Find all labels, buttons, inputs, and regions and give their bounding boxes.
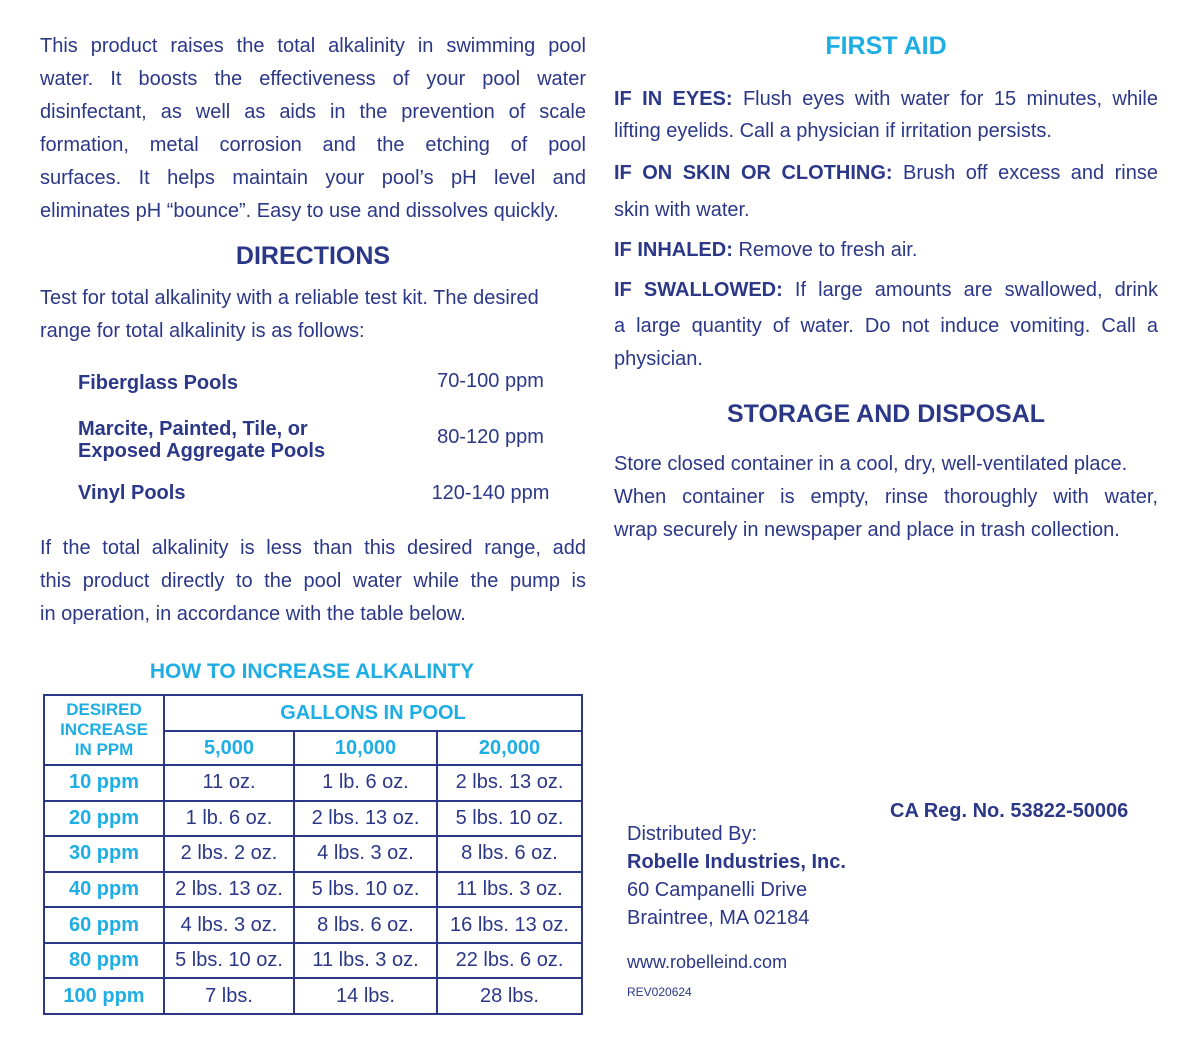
group-header: GALLONS IN POOL <box>164 695 582 731</box>
table-cell: 8 lbs. 6 oz. <box>437 836 582 872</box>
storage-line: wrap securely in newspaper and place in trash collection. <box>614 519 1120 541</box>
intro-paragraph <box>40 30 586 228</box>
row-header-line: INCREASE <box>60 720 148 739</box>
range-name: Fiberglass Pools <box>78 372 239 394</box>
range-value: 70-100 ppm <box>437 370 544 392</box>
ppm-cell: 80 ppm <box>44 943 164 979</box>
storage-line: Store closed container in a cool, dry, well-ventilated place. <box>614 453 1128 475</box>
directions-line: in operation, in accordance with the table below. <box>40 603 466 625</box>
first-aid-text: If large amounts are swallowed, drink <box>782 279 1158 301</box>
column-header: 20,000 <box>437 731 582 765</box>
table-row <box>44 943 582 979</box>
alkalinity-table <box>43 694 583 1015</box>
first-aid-text: lifting eyelids. Call a physician if irritation persists. <box>614 120 1052 142</box>
table-row <box>44 765 582 801</box>
distributor-website[interactable]: www.robelleind.com <box>627 952 788 972</box>
distributor-name: Robelle Industries, Inc. <box>627 851 846 873</box>
first-aid-label: IF ON SKIN OR CLOTHING: <box>614 162 893 184</box>
ppm-cell: 10 ppm <box>44 765 164 801</box>
table-cell: 11 oz. <box>164 765 294 801</box>
table-row <box>44 872 582 908</box>
first-aid-text: Remove to fresh air. <box>732 239 918 261</box>
table-cell: 16 lbs. 13 oz. <box>437 907 582 943</box>
table-title: HOW TO INCREASE ALKALINTY <box>149 660 475 683</box>
table-cell: 4 lbs. 3 oz. <box>294 836 437 872</box>
table-row <box>44 907 582 943</box>
table-cell: 2 lbs. 13 oz. <box>437 765 582 801</box>
table-cell: 2 lbs. 13 oz. <box>294 801 437 837</box>
intro-line: disinfectant, as well as aids in the prevention of scale <box>40 101 586 123</box>
ppm-cell: 100 ppm <box>44 978 164 1014</box>
distributor-block <box>627 820 846 1000</box>
row-header-line: DESIRED <box>66 700 142 719</box>
first-aid-text: physician. <box>614 348 703 370</box>
first-aid-heading: FIRST AID <box>825 32 947 60</box>
storage-heading: STORAGE AND DISPOSAL <box>726 400 1046 428</box>
table-cell: 4 lbs. 3 oz. <box>164 907 294 943</box>
range-value: 80-120 ppm <box>437 426 544 448</box>
table-cell: 14 lbs. <box>294 978 437 1014</box>
range-name-line1: Marcite, Painted, Tile, or <box>78 418 308 440</box>
directions-after-text <box>40 532 586 631</box>
revision-code: REV020624 <box>627 985 692 999</box>
table-cell: 1 lb. 6 oz. <box>164 801 294 837</box>
column-header: 10,000 <box>294 731 437 765</box>
table-cell: 2 lbs. 13 oz. <box>164 872 294 908</box>
directions-line: this product directly to the pool water while the pump is <box>40 570 586 592</box>
intro-line: water. It boosts the effectiveness of your pool water <box>40 68 586 90</box>
distributor-address: 60 Campanelli Drive <box>627 879 808 901</box>
first-aid-skin <box>614 156 1158 228</box>
first-aid-label: IF IN EYES: <box>614 88 733 110</box>
table-cell: 5 lbs. 10 oz. <box>437 801 582 837</box>
first-aid-inhaled <box>614 233 1158 268</box>
registration-number: CA Reg. No. 53822-50006 <box>890 800 1129 822</box>
directions-heading: DIRECTIONS <box>235 242 391 270</box>
table-cell: 1 lb. 6 oz. <box>294 765 437 801</box>
first-aid-label: IF INHALED: <box>614 239 733 261</box>
first-aid-text: a large quantity of water. Do not induce vomiting. Call a <box>614 315 1158 337</box>
ppm-cell: 30 ppm <box>44 836 164 872</box>
intro-line: formation, metal corrosion and the etching of pool <box>40 134 586 156</box>
distributor-address: Braintree, MA 02184 <box>627 907 810 929</box>
table-cell: 2 lbs. 2 oz. <box>164 836 294 872</box>
row-header <box>44 695 164 765</box>
first-aid-text: skin with water. <box>614 199 750 221</box>
storage-text <box>614 448 1158 547</box>
table-cell: 5 lbs. 10 oz. <box>164 943 294 979</box>
range-name-line2: Exposed Aggregate Pools <box>78 440 326 462</box>
intro-line: This product raises the total alkalinity in swimming pool <box>40 35 586 57</box>
intro-line: eliminates pH “bounce”. Easy to use and dissolves quickly. <box>40 200 559 222</box>
table-cell: 22 lbs. 6 oz. <box>437 943 582 979</box>
distributor-label: Distributed By: <box>627 823 758 845</box>
table-cell: 7 lbs. <box>164 978 294 1014</box>
table-row <box>44 978 582 1014</box>
first-aid-text: Brush off excess and rinse <box>892 162 1158 184</box>
ppm-cell: 60 ppm <box>44 907 164 943</box>
table-row <box>44 836 582 872</box>
range-value: 120-140 ppm <box>431 482 550 504</box>
range-name <box>78 418 325 462</box>
table-cell: 5 lbs. 10 oz. <box>294 872 437 908</box>
ppm-cell: 40 ppm <box>44 872 164 908</box>
first-aid-eyes <box>614 83 1158 147</box>
range-name: Vinyl Pools <box>78 482 186 504</box>
table-cell: 8 lbs. 6 oz. <box>294 907 437 943</box>
storage-line: When container is empty, rinse thoroughly with water, <box>614 486 1158 508</box>
directions-line: range for total alkalinity is as follows: <box>40 320 365 342</box>
directions-line: Test for total alkalinity with a reliable test kit. The desired <box>40 287 539 309</box>
table-cell: 11 lbs. 3 oz. <box>294 943 437 979</box>
directions-line: If the total alkalinity is less than this desired range, add <box>40 537 586 559</box>
first-aid-swallowed <box>614 273 1158 374</box>
directions-text <box>40 282 586 348</box>
column-header: 5,000 <box>164 731 294 765</box>
table-row <box>44 801 582 837</box>
row-header-line: IN PPM <box>74 740 134 759</box>
ppm-cell: 20 ppm <box>44 801 164 837</box>
table-cell: 28 lbs. <box>437 978 582 1014</box>
intro-line: surfaces. It helps maintain your pool’s pH level and <box>40 167 586 189</box>
table-cell: 11 lbs. 3 oz. <box>437 872 582 908</box>
first-aid-label: IF SWALLOWED: <box>614 279 783 301</box>
first-aid-text: Flush eyes with water for 15 minutes, while <box>732 88 1159 110</box>
